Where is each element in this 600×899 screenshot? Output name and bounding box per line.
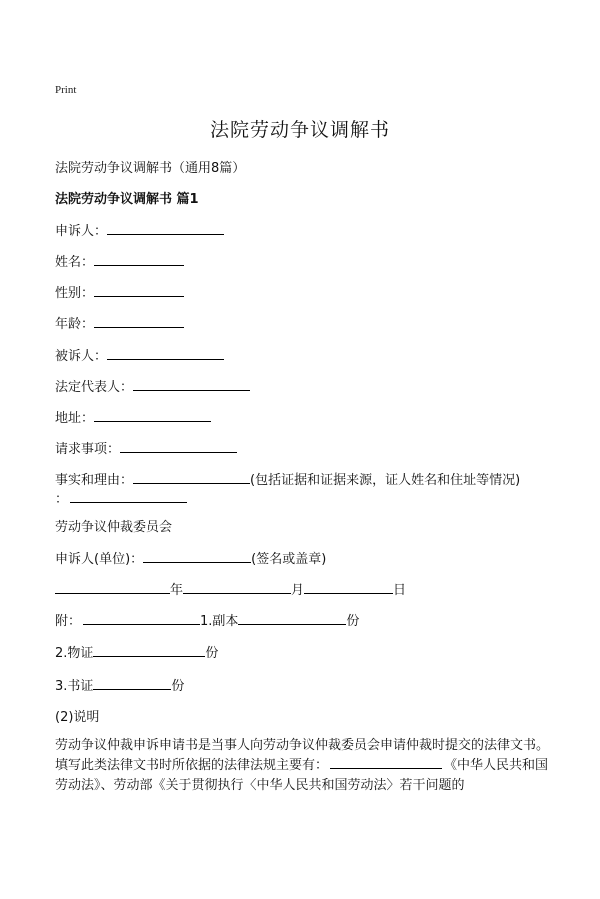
committee-line: 劳动争议仲裁委员会 — [55, 520, 173, 535]
evidence-row — [55, 642, 218, 661]
day-blank[interactable] — [304, 581, 393, 594]
copy-unit: 份 — [346, 614, 360, 629]
year-blank[interactable] — [55, 581, 170, 594]
complainant-row — [55, 220, 224, 239]
address-row — [55, 407, 211, 426]
name-label: 姓名： — [55, 255, 95, 270]
month-label: 月 — [291, 583, 305, 598]
claims-blank[interactable] — [120, 440, 237, 453]
evidence-blank[interactable] — [93, 644, 205, 657]
signer-label: 申诉人(单位)： — [55, 552, 144, 567]
address-blank[interactable] — [94, 409, 211, 422]
documentary-row — [55, 675, 184, 694]
page-title: 法院劳动争议调解书 — [209, 119, 390, 141]
facts-label: 事实和理由： — [55, 473, 134, 488]
attach-blank[interactable] — [83, 612, 200, 625]
facts-continuation-blank[interactable] — [70, 490, 187, 503]
signer-blank[interactable] — [143, 550, 251, 563]
gender-label: 性别： — [55, 286, 95, 301]
respondent-label: 被诉人： — [55, 349, 108, 364]
evidence-label: 2.物证 — [55, 646, 94, 661]
legal-rep-row — [55, 376, 250, 395]
gender-row — [55, 282, 184, 301]
evidence-unit: 份 — [205, 646, 219, 661]
complainant-label: 申诉人： — [55, 224, 108, 239]
age-blank[interactable] — [94, 315, 184, 328]
signer-row — [55, 548, 326, 567]
attach-label: 附： — [55, 614, 82, 629]
documentary-unit: 份 — [171, 679, 185, 694]
documentary-label: 3.书证 — [55, 679, 94, 694]
section-heading: 法院劳动争议调解书 篇1 — [55, 192, 199, 207]
copy-label: 1.副本 — [200, 614, 239, 629]
name-row — [55, 251, 184, 270]
legal-rep-blank[interactable] — [133, 378, 250, 391]
facts-continuation-row — [55, 488, 187, 507]
complainant-blank[interactable] — [107, 222, 224, 235]
note-blank[interactable] — [330, 757, 442, 769]
facts-note: (包括证据和证据来源，证人姓名和住址等情况) — [250, 473, 521, 488]
respondent-row — [55, 345, 224, 364]
claims-label: 请求事项： — [55, 442, 121, 457]
date-row — [55, 579, 406, 598]
facts-colon: ： — [55, 492, 69, 507]
note-heading: (2)说明 — [55, 710, 100, 725]
respondent-blank[interactable] — [107, 347, 224, 360]
note-text-2: 《中华人民共和国劳动法》、劳动部《关于贯彻执行〈中华人民共和国劳动法〉若干问题的 — [55, 758, 549, 793]
note-text-1: 劳动争议仲裁申诉申请书是当事人向劳动争议仲裁委员会申请仲裁时提交的法律文书。填写此类法律文书时所依据的法律法规主要有： — [55, 738, 550, 773]
print-label: Print — [55, 84, 77, 96]
month-blank[interactable] — [183, 581, 291, 594]
claims-row — [55, 438, 237, 457]
year-label: 年 — [170, 583, 184, 598]
facts-row — [55, 469, 520, 488]
copy-blank[interactable] — [238, 612, 346, 625]
day-label: 日 — [393, 583, 407, 598]
documentary-blank[interactable] — [93, 677, 171, 690]
legal-rep-label: 法定代表人： — [55, 380, 134, 395]
document-subtitle: 法院劳动争议调解书（通用8篇） — [55, 161, 246, 176]
name-blank[interactable] — [94, 253, 184, 266]
attachment-row — [55, 610, 359, 629]
facts-blank[interactable] — [133, 471, 250, 484]
signer-note: (签名或盖章) — [251, 552, 327, 567]
gender-blank[interactable] — [94, 284, 184, 297]
note-paragraph — [55, 736, 550, 796]
address-label: 地址： — [55, 411, 95, 426]
age-row — [55, 313, 184, 332]
age-label: 年龄： — [55, 317, 95, 332]
